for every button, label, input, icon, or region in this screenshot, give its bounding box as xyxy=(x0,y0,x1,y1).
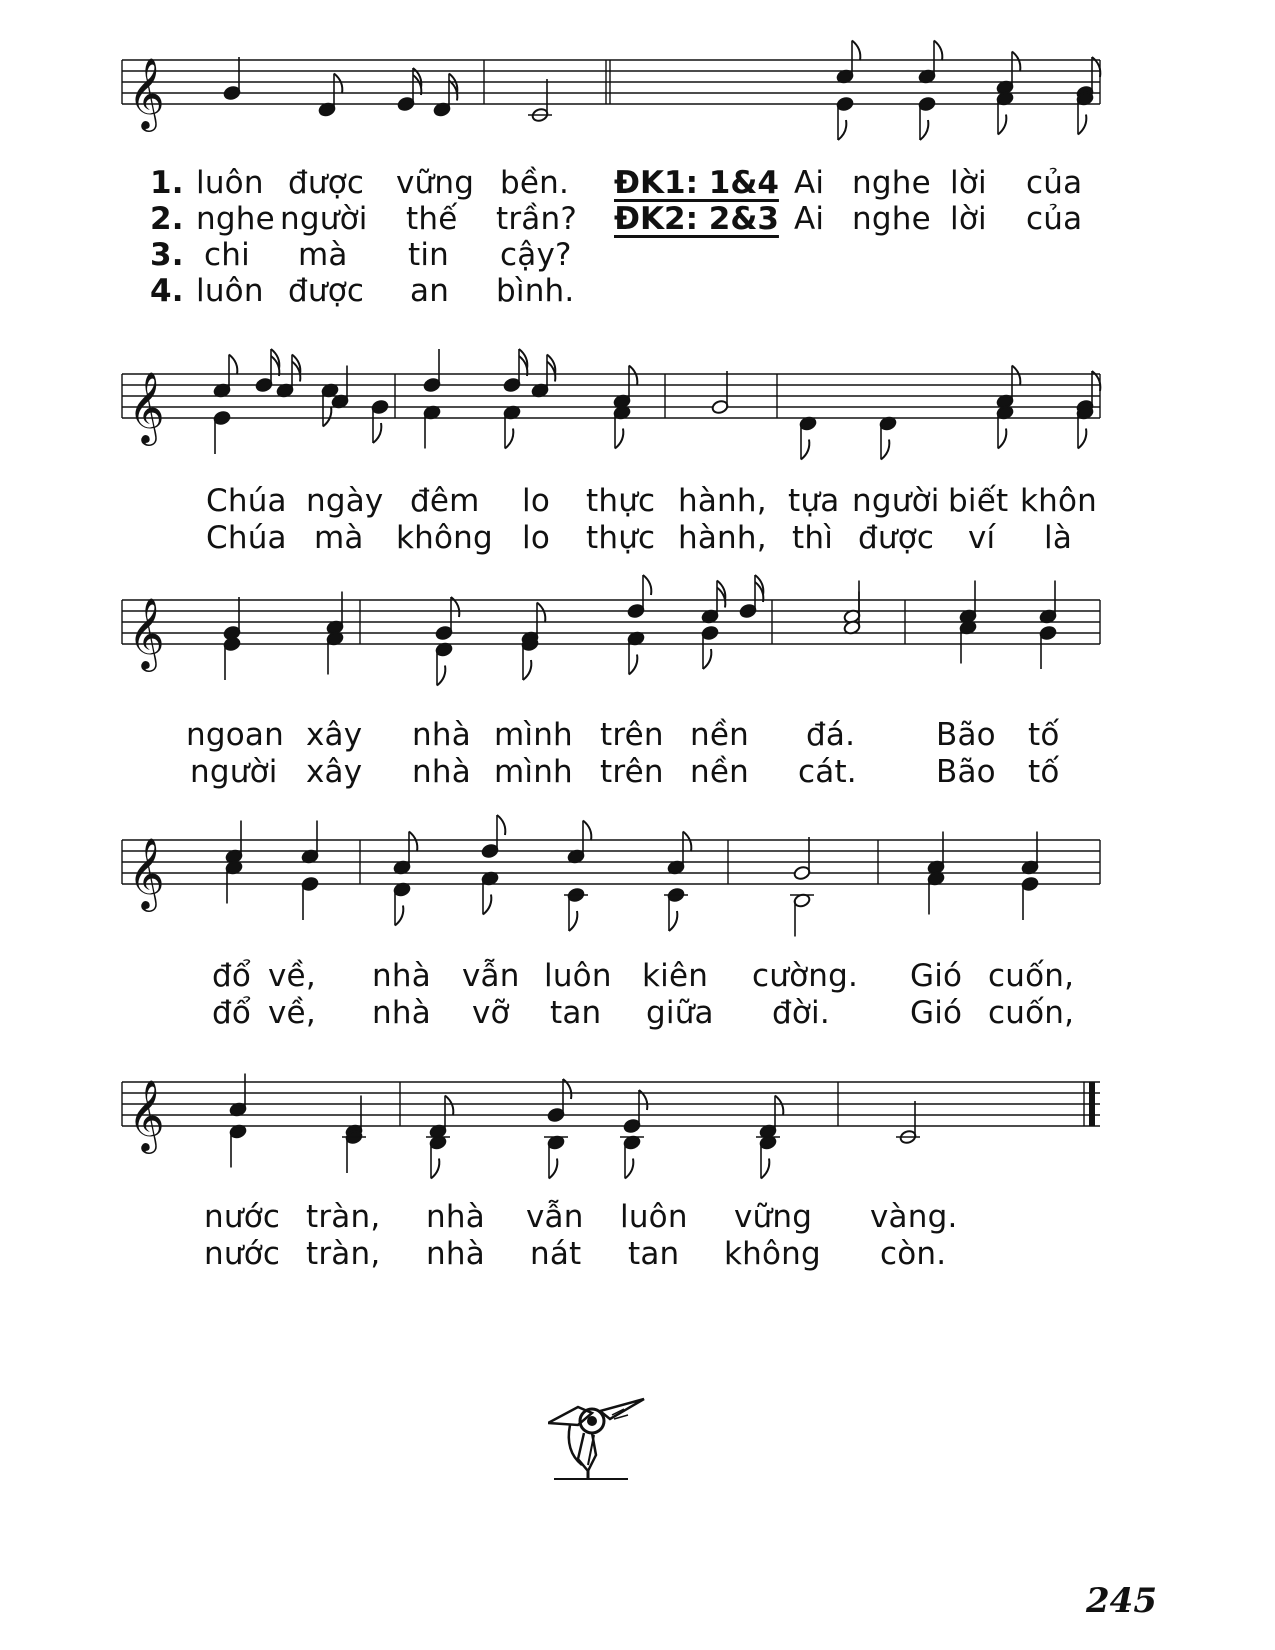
note-flag xyxy=(998,115,1006,135)
lyric-word: vững xyxy=(734,1199,813,1235)
note-flag xyxy=(431,1159,439,1179)
lyric-word: trên xyxy=(600,717,664,753)
note-flag xyxy=(1012,52,1020,72)
treble-clef-icon: 𝄞 xyxy=(128,1078,165,1151)
page-number: 245 xyxy=(1086,1581,1157,1621)
lyric-word: lời xyxy=(950,165,987,201)
note-flag xyxy=(395,906,403,926)
lyric-word: luôn xyxy=(544,958,612,994)
lyric-word: trên xyxy=(600,754,664,790)
lyric-word: Gió xyxy=(910,995,963,1031)
lyric-word: tin xyxy=(408,237,450,273)
lyric-word: vỡ xyxy=(472,995,510,1031)
lyric-word: thế xyxy=(406,201,458,237)
fish-cross-ornament-icon xyxy=(548,1395,658,1485)
refrain-label-2: ĐK2: 2&3 xyxy=(614,201,779,237)
lyric-word: vàng. xyxy=(870,1199,958,1235)
lyric-word: của xyxy=(1026,201,1083,237)
note-flag xyxy=(629,366,637,386)
note-flag xyxy=(1012,366,1020,386)
lyric-word: cuốn, xyxy=(988,995,1075,1031)
lyric-word: tan xyxy=(550,995,602,1031)
lyric-word: Chúa xyxy=(206,520,287,556)
lyric-word: nền xyxy=(690,717,749,753)
note-flag xyxy=(615,429,623,449)
note-flag xyxy=(998,429,1006,449)
verse-number-2: 2. xyxy=(150,201,184,237)
lyric-word: người xyxy=(280,201,368,237)
note-flag xyxy=(761,1159,769,1179)
lyric-word: đá. xyxy=(806,717,856,753)
note-flag xyxy=(643,575,651,595)
lyric-word: lo xyxy=(522,520,550,556)
lyric-word: luôn xyxy=(196,273,264,309)
note-flag xyxy=(505,429,513,449)
lyric-word: Gió xyxy=(910,958,963,994)
note-flag xyxy=(583,821,591,841)
note-flag xyxy=(703,649,711,669)
lyric-word: đổ xyxy=(212,958,252,994)
lyric-word: nát xyxy=(530,1236,582,1272)
note-flag xyxy=(625,1159,633,1179)
lyric-word: không xyxy=(396,520,493,556)
lyric-word: Bão xyxy=(936,754,996,790)
note-flag xyxy=(838,120,846,140)
lyric-word: nước xyxy=(204,1199,281,1235)
lyric-word: biết xyxy=(948,483,1009,519)
note-flag xyxy=(569,911,577,931)
lyric-word: thực xyxy=(586,520,656,556)
treble-clef-icon: 𝄞 xyxy=(128,370,165,443)
note-flag xyxy=(229,355,237,375)
lyric-word: Chúa xyxy=(206,483,287,519)
note-flag xyxy=(437,666,445,686)
lyric-word: tan xyxy=(628,1236,680,1272)
note-flag xyxy=(483,895,491,915)
note-flag xyxy=(629,655,637,675)
lyric-word: bình. xyxy=(496,273,575,309)
note-flag xyxy=(852,41,860,61)
lyric-word: thực xyxy=(586,483,656,519)
lyric-word: thì xyxy=(792,520,834,556)
lyric-word: xây xyxy=(306,754,363,790)
lyric-word: luôn xyxy=(620,1199,688,1235)
lyric-word: tràn, xyxy=(306,1236,381,1272)
note-flag xyxy=(881,440,889,460)
lyric-word: nghe xyxy=(852,165,931,201)
lyric-word: nhà xyxy=(412,717,471,753)
lyric-word: Bão xyxy=(936,717,996,753)
lyric-word: đổ xyxy=(212,995,252,1031)
verse-number-4: 4. xyxy=(150,273,184,309)
note-flag xyxy=(920,120,928,140)
lyric-word: tựa xyxy=(788,483,840,519)
lyric-word: giữa xyxy=(646,995,714,1031)
lyric-word: người xyxy=(190,754,278,790)
lyric-word: cậy? xyxy=(500,237,572,273)
refrain-label-1: ĐK1: 1&4 xyxy=(614,165,779,201)
note-flag xyxy=(683,832,691,852)
lyric-word: mà xyxy=(314,520,364,556)
note-flag xyxy=(334,74,342,94)
verse-number-1: 1. xyxy=(150,165,184,201)
lyric-word: xây xyxy=(306,717,363,753)
note-flag xyxy=(445,1096,453,1116)
lyric-word: nước xyxy=(204,1236,281,1272)
lyric-word: kiên xyxy=(642,958,709,994)
lyric-word: khôn xyxy=(1020,483,1098,519)
note-flag xyxy=(1078,429,1086,449)
note-flag xyxy=(549,1159,557,1179)
lyric-word: chi xyxy=(204,237,250,273)
lyric-word: lo xyxy=(522,483,550,519)
note-flag xyxy=(801,440,809,460)
note-flag xyxy=(373,423,381,443)
lyric-word: ngoan xyxy=(186,717,284,753)
lyric-word: tràn, xyxy=(306,1199,381,1235)
lyric-word: nhà xyxy=(412,754,471,790)
lyric-word: là xyxy=(1044,520,1073,556)
note-flag xyxy=(323,407,331,427)
lyric-word: người xyxy=(852,483,940,519)
lyric-word: vẫn xyxy=(462,958,520,994)
lyric-word: mà xyxy=(298,237,348,273)
lyric-word: không xyxy=(724,1236,821,1272)
note-flag xyxy=(1078,115,1086,135)
lyric-word: của xyxy=(1026,165,1083,201)
lyric-word: nghe xyxy=(852,201,931,237)
lyric-word: hành, xyxy=(678,483,767,519)
treble-clef-icon: 𝄞 xyxy=(128,56,165,129)
lyric-word: nhà xyxy=(372,995,431,1031)
lyric-word: được xyxy=(288,165,365,201)
lyric-word: bền. xyxy=(500,165,570,201)
lyric-word: lời xyxy=(950,201,987,237)
lyric-word: ví xyxy=(968,520,996,556)
lyric-word: cuốn, xyxy=(988,958,1075,994)
note-flag xyxy=(934,41,942,61)
lyric-word: được xyxy=(288,273,365,309)
lyric-word: còn. xyxy=(880,1236,947,1272)
note-flag xyxy=(775,1096,783,1116)
lyric-word: Ai xyxy=(794,201,825,237)
lyric-word: nhà xyxy=(372,958,431,994)
lyric-word: đêm xyxy=(410,483,480,519)
lyric-word: tố xyxy=(1028,754,1060,790)
lyric-word: nền xyxy=(690,754,749,790)
lyric-word: hành, xyxy=(678,520,767,556)
lyric-word: nghe xyxy=(196,201,275,237)
lyric-word: cường. xyxy=(752,958,859,994)
lyric-word: nhà xyxy=(426,1236,485,1272)
lyric-word: được xyxy=(858,520,935,556)
note-flag xyxy=(523,660,531,680)
lyric-word: nhà xyxy=(426,1199,485,1235)
lyric-word: tố xyxy=(1028,717,1060,753)
lyric-word: Ai xyxy=(794,165,825,201)
note-flag xyxy=(669,911,677,931)
treble-clef-icon: 𝄞 xyxy=(128,596,165,669)
verse-number-3: 3. xyxy=(150,237,184,273)
note-flag xyxy=(537,603,545,623)
lyric-word: mình xyxy=(494,717,573,753)
lyric-word: vẫn xyxy=(526,1199,584,1235)
lyric-word: ngày xyxy=(306,483,384,519)
lyric-word: luôn xyxy=(196,165,264,201)
lyric-word: về, xyxy=(268,958,316,994)
lyric-word: vững xyxy=(396,165,475,201)
lyric-word: an xyxy=(410,273,450,309)
lyric-word: đời. xyxy=(772,995,830,1031)
note-flag xyxy=(409,832,417,852)
note-flag xyxy=(497,815,505,835)
lyric-word: trần? xyxy=(496,201,577,237)
lyric-word: cát. xyxy=(798,754,857,790)
treble-clef-icon: 𝄞 xyxy=(128,836,165,909)
lyric-word: về, xyxy=(268,995,316,1031)
lyric-word: mình xyxy=(494,754,573,790)
